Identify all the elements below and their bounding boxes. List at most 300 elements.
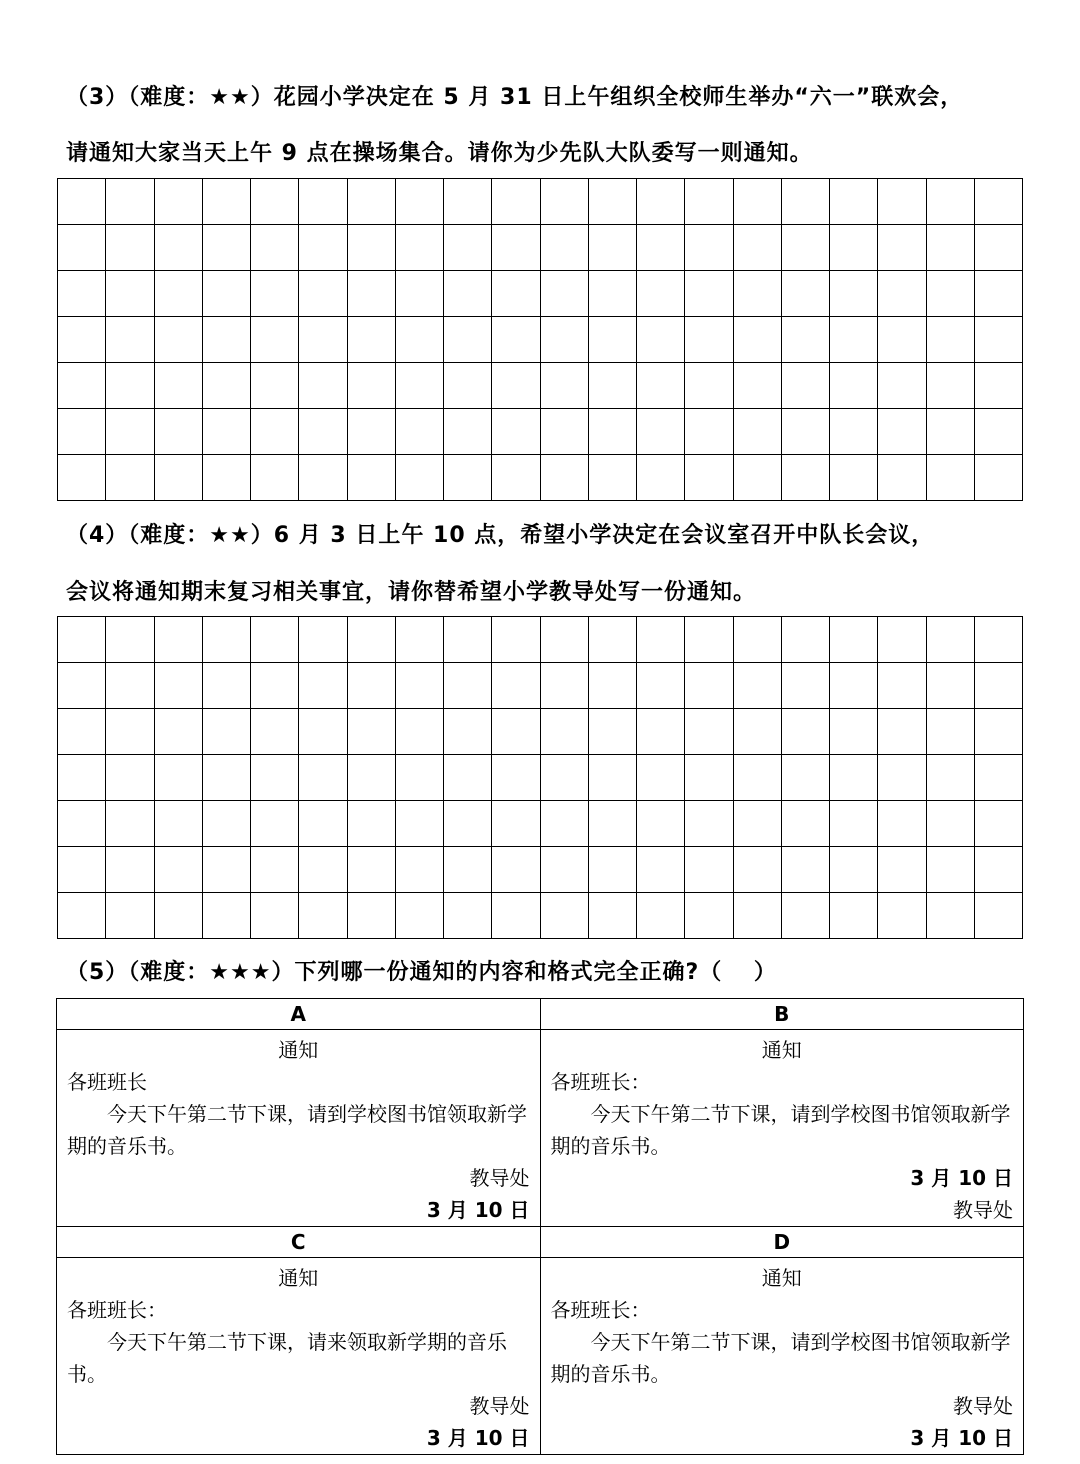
- grid-cell[interactable]: [299, 663, 347, 709]
- grid-cell[interactable]: [347, 755, 395, 801]
- grid-cell[interactable]: [395, 363, 443, 409]
- grid-cell[interactable]: [444, 455, 492, 501]
- grid-cell[interactable]: [926, 617, 974, 663]
- grid-cell[interactable]: [299, 617, 347, 663]
- grid-cell[interactable]: [492, 179, 540, 225]
- grid-cell[interactable]: [58, 663, 106, 709]
- grid-cell[interactable]: [733, 271, 781, 317]
- grid-cell[interactable]: [878, 663, 926, 709]
- grid-cell[interactable]: [685, 663, 733, 709]
- grid-cell[interactable]: [58, 617, 106, 663]
- grid-cell[interactable]: [492, 409, 540, 455]
- grid-cell[interactable]: [106, 363, 154, 409]
- grid-cell[interactable]: [395, 455, 443, 501]
- grid-cell[interactable]: [251, 709, 299, 755]
- grid-cell[interactable]: [685, 409, 733, 455]
- grid-cell[interactable]: [878, 225, 926, 271]
- grid-cell[interactable]: [395, 801, 443, 847]
- grid-cell[interactable]: [685, 317, 733, 363]
- grid-cell[interactable]: [974, 847, 1022, 893]
- grid-cell[interactable]: [974, 271, 1022, 317]
- grid-cell[interactable]: [106, 663, 154, 709]
- grid-cell[interactable]: [58, 801, 106, 847]
- grid-cell[interactable]: [202, 363, 250, 409]
- grid-cell[interactable]: [395, 271, 443, 317]
- grid-cell[interactable]: [202, 409, 250, 455]
- grid-cell[interactable]: [781, 617, 829, 663]
- grid-cell[interactable]: [106, 225, 154, 271]
- grid-cell[interactable]: [830, 363, 878, 409]
- grid-cell[interactable]: [540, 893, 588, 939]
- option-b-addressee: 各班班长：: [550, 1070, 651, 1094]
- grid-cell[interactable]: [154, 709, 202, 755]
- grid-cell[interactable]: [637, 225, 685, 271]
- option-a-label[interactable]: A: [57, 999, 541, 1030]
- grid-cell[interactable]: [926, 455, 974, 501]
- grid-cell[interactable]: [251, 363, 299, 409]
- grid-cell[interactable]: [830, 847, 878, 893]
- grid-cell[interactable]: [733, 225, 781, 271]
- grid-cell[interactable]: [685, 363, 733, 409]
- grid-cell[interactable]: [299, 893, 347, 939]
- grid-cell[interactable]: [685, 179, 733, 225]
- grid-cell[interactable]: [202, 617, 250, 663]
- grid-cell[interactable]: [58, 409, 106, 455]
- grid-row: [58, 663, 1023, 709]
- grid-cell[interactable]: [781, 801, 829, 847]
- grid-cell[interactable]: [588, 271, 636, 317]
- grid-cell[interactable]: [974, 893, 1022, 939]
- grid-cell[interactable]: [685, 801, 733, 847]
- grid-cell[interactable]: [444, 663, 492, 709]
- grid-cell[interactable]: [974, 709, 1022, 755]
- grid-cell[interactable]: [492, 363, 540, 409]
- grid-cell[interactable]: [781, 755, 829, 801]
- grid-cell[interactable]: [540, 755, 588, 801]
- option-b-label[interactable]: B: [540, 999, 1024, 1030]
- grid-cell[interactable]: [444, 847, 492, 893]
- grid-cell[interactable]: [395, 409, 443, 455]
- grid-cell[interactable]: [830, 663, 878, 709]
- grid-cell[interactable]: [685, 271, 733, 317]
- grid-cell[interactable]: [444, 317, 492, 363]
- grid-cell[interactable]: [637, 455, 685, 501]
- grid-cell[interactable]: [492, 617, 540, 663]
- grid-cell[interactable]: [878, 271, 926, 317]
- grid-cell[interactable]: [251, 893, 299, 939]
- grid-cell[interactable]: [299, 455, 347, 501]
- grid-cell[interactable]: [347, 271, 395, 317]
- grid-cell[interactable]: [733, 847, 781, 893]
- grid-cell[interactable]: [588, 709, 636, 755]
- grid-cell[interactable]: [540, 847, 588, 893]
- grid-cell[interactable]: [251, 847, 299, 893]
- grid-cell[interactable]: [444, 363, 492, 409]
- grid-cell[interactable]: [106, 755, 154, 801]
- grid-cell[interactable]: [251, 225, 299, 271]
- grid-cell[interactable]: [733, 317, 781, 363]
- grid-cell[interactable]: [444, 893, 492, 939]
- grid-cell[interactable]: [347, 709, 395, 755]
- grid-cell[interactable]: [540, 455, 588, 501]
- grid-cell[interactable]: [926, 225, 974, 271]
- grid-cell[interactable]: [588, 225, 636, 271]
- grid-cell[interactable]: [830, 709, 878, 755]
- grid-cell[interactable]: [637, 801, 685, 847]
- grid-cell[interactable]: [926, 709, 974, 755]
- grid-cell[interactable]: [878, 455, 926, 501]
- grid-cell[interactable]: [540, 801, 588, 847]
- grid-cell[interactable]: [974, 455, 1022, 501]
- grid-cell[interactable]: [58, 271, 106, 317]
- grid-cell[interactable]: [154, 455, 202, 501]
- writing-grid-q3[interactable]: [57, 178, 1023, 501]
- grid-cell[interactable]: [878, 409, 926, 455]
- grid-cell[interactable]: [588, 893, 636, 939]
- grid-cell[interactable]: [830, 179, 878, 225]
- option-a-body: 今天下午第二节下课，请到学校图书馆领取新学期的音乐书。: [67, 1102, 527, 1158]
- grid-cell[interactable]: [395, 617, 443, 663]
- grid-cell[interactable]: [637, 409, 685, 455]
- grid-cell[interactable]: [878, 363, 926, 409]
- grid-cell[interactable]: [444, 755, 492, 801]
- grid-cell[interactable]: [106, 179, 154, 225]
- grid-cell[interactable]: [974, 317, 1022, 363]
- grid-cell[interactable]: [251, 663, 299, 709]
- grid-cell[interactable]: [733, 455, 781, 501]
- grid-cell[interactable]: [492, 455, 540, 501]
- grid-cell[interactable]: [588, 363, 636, 409]
- grid-cell[interactable]: [685, 893, 733, 939]
- grid-cell[interactable]: [299, 709, 347, 755]
- grid-cell[interactable]: [926, 363, 974, 409]
- grid-cell[interactable]: [202, 663, 250, 709]
- grid-cell[interactable]: [299, 363, 347, 409]
- grid-cell[interactable]: [974, 179, 1022, 225]
- grid-cell[interactable]: [251, 317, 299, 363]
- grid-cell[interactable]: [492, 317, 540, 363]
- grid-cell[interactable]: [58, 225, 106, 271]
- grid-cell[interactable]: [444, 409, 492, 455]
- grid-cell[interactable]: [926, 409, 974, 455]
- grid-cell[interactable]: [540, 179, 588, 225]
- q4-line1: （4）（难度：★★）6 月 3 日上午 10 点，希望小学决定在会议室召开中队长会议，: [66, 523, 935, 548]
- grid-row: [58, 317, 1023, 363]
- grid-cell[interactable]: [974, 663, 1022, 709]
- grid-cell[interactable]: [106, 801, 154, 847]
- grid-cell[interactable]: [540, 225, 588, 271]
- grid-cell[interactable]: [444, 709, 492, 755]
- grid-cell[interactable]: [781, 847, 829, 893]
- grid-cell[interactable]: [347, 225, 395, 271]
- grid-cell[interactable]: [202, 709, 250, 755]
- grid-cell[interactable]: [347, 363, 395, 409]
- grid-cell[interactable]: [588, 801, 636, 847]
- grid-cell[interactable]: [395, 179, 443, 225]
- grid-cell[interactable]: [781, 271, 829, 317]
- grid-cell[interactable]: [733, 663, 781, 709]
- grid-cell[interactable]: [202, 455, 250, 501]
- grid-cell[interactable]: [878, 617, 926, 663]
- grid-cell[interactable]: [637, 363, 685, 409]
- grid-cell[interactable]: [106, 893, 154, 939]
- writing-grid-q4[interactable]: [57, 616, 1023, 939]
- grid-cell[interactable]: [974, 617, 1022, 663]
- grid-cell[interactable]: [202, 755, 250, 801]
- grid-cell[interactable]: [395, 225, 443, 271]
- grid-cell[interactable]: [637, 271, 685, 317]
- option-c-line4: 3 月 10 日: [426, 1426, 530, 1450]
- grid-cell[interactable]: [154, 409, 202, 455]
- grid-cell[interactable]: [492, 893, 540, 939]
- grid-cell[interactable]: [685, 709, 733, 755]
- grid-cell[interactable]: [395, 893, 443, 939]
- grid-row: [58, 225, 1023, 271]
- grid-cell[interactable]: [926, 801, 974, 847]
- grid-cell[interactable]: [202, 271, 250, 317]
- grid-cell[interactable]: [781, 317, 829, 363]
- grid-cell[interactable]: [540, 317, 588, 363]
- grid-cell[interactable]: [202, 179, 250, 225]
- grid-cell[interactable]: [733, 755, 781, 801]
- grid-cell[interactable]: [926, 847, 974, 893]
- grid-cell[interactable]: [154, 363, 202, 409]
- grid-cell[interactable]: [251, 617, 299, 663]
- grid-cell[interactable]: [251, 179, 299, 225]
- grid-cell[interactable]: [926, 663, 974, 709]
- grid-row: [58, 893, 1023, 939]
- grid-cell[interactable]: [781, 225, 829, 271]
- grid-cell[interactable]: [251, 271, 299, 317]
- option-b-body: 今天下午第二节下课，请到学校图书馆领取新学期的音乐书。: [550, 1102, 1011, 1158]
- grid-cell[interactable]: [395, 847, 443, 893]
- grid-cell[interactable]: [926, 317, 974, 363]
- grid-cell[interactable]: [58, 455, 106, 501]
- option-d-label[interactable]: D: [540, 1227, 1024, 1258]
- grid-cell[interactable]: [540, 363, 588, 409]
- grid-cell[interactable]: [251, 755, 299, 801]
- grid-cell[interactable]: [347, 179, 395, 225]
- grid-cell[interactable]: [106, 271, 154, 317]
- grid-cell[interactable]: [830, 455, 878, 501]
- grid-cell[interactable]: [444, 179, 492, 225]
- grid-cell[interactable]: [347, 617, 395, 663]
- grid-cell[interactable]: [106, 847, 154, 893]
- grid-cell[interactable]: [974, 225, 1022, 271]
- grid-cell[interactable]: [588, 663, 636, 709]
- grid-cell[interactable]: [58, 179, 106, 225]
- grid-cell[interactable]: [154, 755, 202, 801]
- grid-cell[interactable]: [299, 801, 347, 847]
- grid-cell[interactable]: [830, 409, 878, 455]
- grid-cell[interactable]: [347, 801, 395, 847]
- grid-cell[interactable]: [781, 179, 829, 225]
- grid-cell[interactable]: [154, 801, 202, 847]
- grid-cell[interactable]: [878, 755, 926, 801]
- grid-cell[interactable]: [492, 801, 540, 847]
- grid-cell[interactable]: [154, 179, 202, 225]
- grid-cell[interactable]: [637, 847, 685, 893]
- grid-cell[interactable]: [974, 755, 1022, 801]
- grid-cell[interactable]: [395, 709, 443, 755]
- grid-cell[interactable]: [733, 179, 781, 225]
- grid-cell[interactable]: [878, 317, 926, 363]
- grid-cell[interactable]: [685, 455, 733, 501]
- grid-row: [58, 409, 1023, 455]
- grid-cell[interactable]: [540, 663, 588, 709]
- grid-cell[interactable]: [974, 409, 1022, 455]
- grid-cell[interactable]: [637, 709, 685, 755]
- grid-cell[interactable]: [637, 755, 685, 801]
- grid-cell[interactable]: [588, 617, 636, 663]
- grid-cell[interactable]: [299, 847, 347, 893]
- option-c-label[interactable]: C: [57, 1227, 541, 1258]
- grid-cell[interactable]: [540, 271, 588, 317]
- grid-cell[interactable]: [347, 893, 395, 939]
- grid-cell[interactable]: [492, 755, 540, 801]
- grid-cell[interactable]: [492, 663, 540, 709]
- grid-cell[interactable]: [588, 847, 636, 893]
- grid-cell[interactable]: [444, 617, 492, 663]
- grid-cell[interactable]: [106, 709, 154, 755]
- grid-cell[interactable]: [444, 271, 492, 317]
- grid-cell[interactable]: [588, 179, 636, 225]
- grid-cell[interactable]: [588, 455, 636, 501]
- grid-cell[interactable]: [58, 893, 106, 939]
- grid-cell[interactable]: [974, 363, 1022, 409]
- grid-cell[interactable]: [202, 847, 250, 893]
- grid-cell[interactable]: [347, 317, 395, 363]
- grid-cell[interactable]: [299, 271, 347, 317]
- grid-cell[interactable]: [588, 755, 636, 801]
- grid-cell[interactable]: [637, 663, 685, 709]
- grid-cell[interactable]: [154, 225, 202, 271]
- grid-cell[interactable]: [974, 801, 1022, 847]
- grid-cell[interactable]: [154, 271, 202, 317]
- grid-cell[interactable]: [781, 363, 829, 409]
- grid-cell[interactable]: [926, 755, 974, 801]
- grid-cell[interactable]: [588, 409, 636, 455]
- grid-cell[interactable]: [492, 847, 540, 893]
- grid-cell[interactable]: [347, 409, 395, 455]
- grid-cell[interactable]: [106, 455, 154, 501]
- grid-cell[interactable]: [540, 709, 588, 755]
- grid-cell[interactable]: [299, 317, 347, 363]
- grid-cell[interactable]: [202, 801, 250, 847]
- grid-cell[interactable]: [202, 317, 250, 363]
- grid-cell[interactable]: [251, 801, 299, 847]
- grid-cell[interactable]: [444, 225, 492, 271]
- grid-row: [58, 455, 1023, 501]
- grid-cell[interactable]: [395, 663, 443, 709]
- grid-cell[interactable]: [926, 179, 974, 225]
- grid-cell[interactable]: [830, 317, 878, 363]
- grid-cell[interactable]: [830, 893, 878, 939]
- grid-cell[interactable]: [685, 847, 733, 893]
- grid-cell[interactable]: [830, 617, 878, 663]
- option-a-title: 通知: [278, 1038, 319, 1062]
- grid-cell[interactable]: [781, 663, 829, 709]
- grid-cell[interactable]: [830, 225, 878, 271]
- grid-cell[interactable]: [830, 271, 878, 317]
- grid-cell[interactable]: [347, 663, 395, 709]
- grid-cell[interactable]: [299, 179, 347, 225]
- grid-cell[interactable]: [492, 225, 540, 271]
- grid-cell[interactable]: [637, 617, 685, 663]
- grid-cell[interactable]: [685, 225, 733, 271]
- q4-line2: 会议将通知期末复习相关事宜，请你替希望小学教导处写一份通知。: [66, 580, 757, 605]
- grid-cell[interactable]: [685, 617, 733, 663]
- grid-cell[interactable]: [878, 893, 926, 939]
- grid-cell[interactable]: [202, 225, 250, 271]
- grid-cell[interactable]: [251, 455, 299, 501]
- grid-cell[interactable]: [733, 363, 781, 409]
- grid-cell[interactable]: [733, 709, 781, 755]
- grid-cell[interactable]: [781, 893, 829, 939]
- grid-cell[interactable]: [588, 317, 636, 363]
- grid-cell[interactable]: [347, 455, 395, 501]
- grid-cell[interactable]: [299, 409, 347, 455]
- grid-cell[interactable]: [733, 617, 781, 663]
- grid-cell[interactable]: [540, 617, 588, 663]
- grid-cell[interactable]: [830, 755, 878, 801]
- grid-cell[interactable]: [299, 225, 347, 271]
- grid-cell[interactable]: [926, 893, 974, 939]
- grid-cell[interactable]: [637, 893, 685, 939]
- grid-cell[interactable]: [395, 755, 443, 801]
- grid-cell[interactable]: [878, 179, 926, 225]
- grid-cell[interactable]: [444, 801, 492, 847]
- grid-cell[interactable]: [251, 409, 299, 455]
- grid-cell[interactable]: [58, 317, 106, 363]
- grid-cell[interactable]: [781, 409, 829, 455]
- grid-cell[interactable]: [58, 755, 106, 801]
- grid-cell[interactable]: [299, 755, 347, 801]
- grid-cell[interactable]: [202, 893, 250, 939]
- grid-cell[interactable]: [106, 617, 154, 663]
- grid-cell[interactable]: [878, 847, 926, 893]
- grid-cell[interactable]: [492, 271, 540, 317]
- option-a-addressee: 各班班长: [67, 1070, 147, 1094]
- grid-cell[interactable]: [106, 409, 154, 455]
- grid-cell[interactable]: [154, 617, 202, 663]
- grid-cell[interactable]: [154, 893, 202, 939]
- grid-cell[interactable]: [781, 709, 829, 755]
- grid-cell[interactable]: [492, 709, 540, 755]
- grid-cell[interactable]: [878, 801, 926, 847]
- grid-cell[interactable]: [733, 893, 781, 939]
- grid-cell[interactable]: [347, 847, 395, 893]
- grid-cell[interactable]: [106, 317, 154, 363]
- grid-cell[interactable]: [926, 271, 974, 317]
- grid-cell[interactable]: [154, 663, 202, 709]
- grid-cell[interactable]: [395, 317, 443, 363]
- grid-cell[interactable]: [733, 409, 781, 455]
- grid-cell[interactable]: [878, 709, 926, 755]
- grid-cell[interactable]: [637, 317, 685, 363]
- grid-cell[interactable]: [58, 709, 106, 755]
- grid-cell[interactable]: [830, 801, 878, 847]
- grid-cell[interactable]: [540, 409, 588, 455]
- grid-cell[interactable]: [58, 363, 106, 409]
- grid-cell[interactable]: [58, 847, 106, 893]
- grid-cell[interactable]: [637, 179, 685, 225]
- grid-cell[interactable]: [733, 801, 781, 847]
- grid-cell[interactable]: [154, 847, 202, 893]
- grid-cell[interactable]: [154, 317, 202, 363]
- grid-cell[interactable]: [781, 455, 829, 501]
- grid-cell[interactable]: [685, 755, 733, 801]
